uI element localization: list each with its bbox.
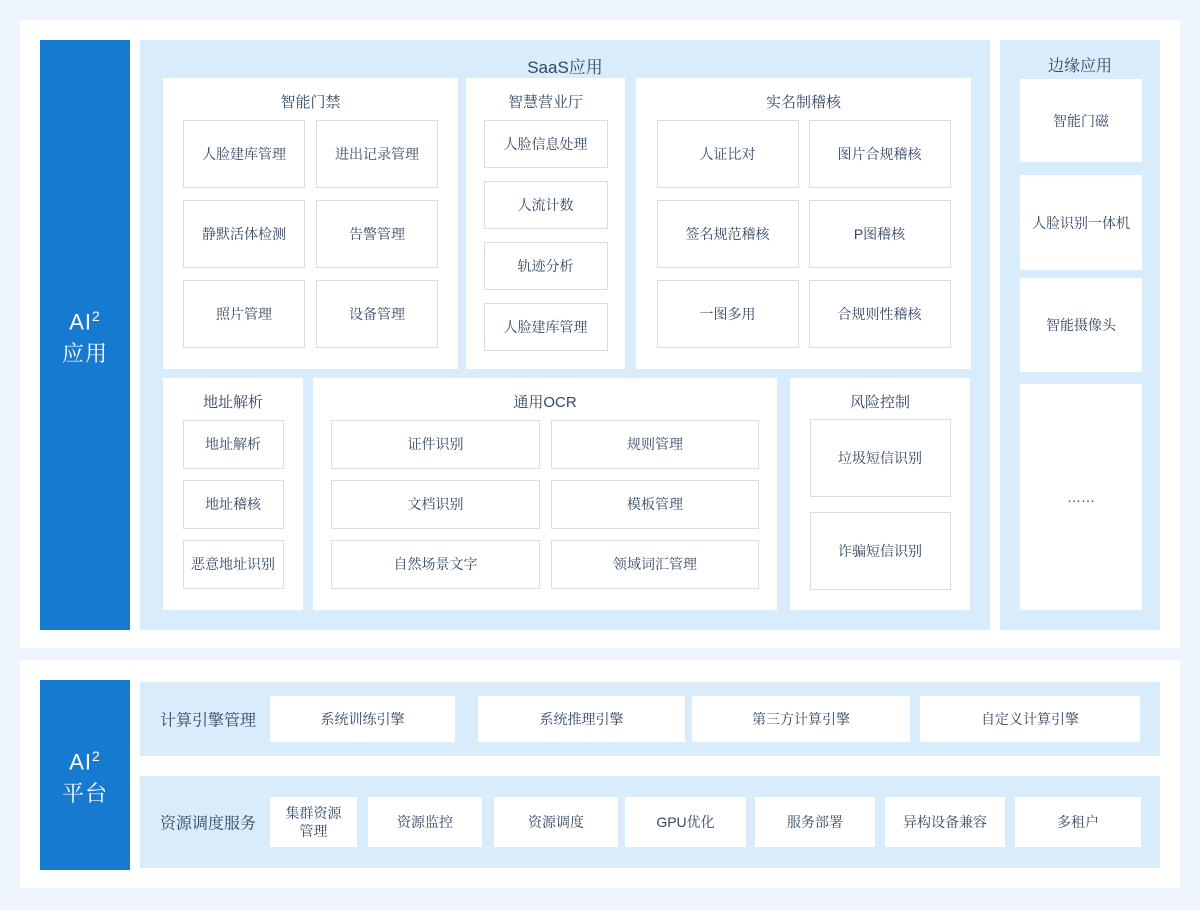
- edge-device-box-ellipsis: ……: [1020, 384, 1142, 610]
- feature-box: 模板管理: [551, 480, 759, 529]
- service-box: 集群资源管理: [270, 797, 357, 847]
- band-label: 资源调度服务: [160, 815, 257, 833]
- service-box: 资源调度: [494, 797, 618, 847]
- feature-box: 规则管理: [551, 420, 759, 469]
- ai2-superscript: 2: [91, 308, 101, 325]
- section-grid: [636, 120, 971, 348]
- feature-box: 签名规范稽核: [657, 200, 799, 268]
- feature-box: 证件识别: [331, 420, 540, 469]
- feature-box: 领域词汇管理: [551, 540, 759, 589]
- feature-box: 轨迹分析: [484, 242, 608, 290]
- section-grid: [466, 120, 625, 351]
- platform-text: 平台: [61, 780, 108, 806]
- edge-applications-title: 边缘应用: [1047, 58, 1112, 75]
- ai2-application-sidebar: [40, 40, 130, 630]
- feature-box: 人流计数: [484, 181, 608, 229]
- section-grid: [163, 120, 458, 348]
- section-smart-business-hall: [466, 78, 625, 369]
- section-general-ocr: [313, 378, 777, 610]
- compute-engine-management-band: [140, 682, 1160, 756]
- section-title: 智慧营业厅: [507, 94, 583, 111]
- feature-box: 垃圾短信识别: [810, 419, 951, 497]
- feature-box: 恶意地址识别: [183, 540, 284, 589]
- ai2-superscript: 2: [91, 748, 101, 765]
- feature-box: 图片合规稽核: [809, 120, 951, 188]
- feature-box: 人证比对: [657, 120, 799, 188]
- service-box: 资源监控: [368, 797, 482, 847]
- section-title: 通用OCR: [513, 394, 577, 411]
- feature-box: 地址解析: [183, 420, 284, 469]
- section-title: 地址解析: [202, 394, 263, 411]
- feature-box: 诈骗短信识别: [810, 512, 951, 590]
- service-box: 多租户: [1015, 797, 1141, 847]
- engine-box: 第三方计算引擎: [692, 696, 910, 742]
- application-layer-panel: [20, 20, 1180, 648]
- feature-box: P图稽核: [809, 200, 951, 268]
- platform-layer-panel: [20, 660, 1180, 888]
- feature-box: 文档识别: [331, 480, 540, 529]
- section-grid: [313, 420, 777, 589]
- section-grid: [790, 419, 970, 590]
- section-title: 风险控制: [849, 394, 910, 411]
- feature-box: 合规则性稽核: [809, 280, 951, 348]
- edge-applications-container: [1000, 40, 1160, 630]
- feature-box: 设备管理: [316, 280, 438, 348]
- edge-device-box: 智能摄像头: [1020, 278, 1142, 372]
- section-smart-access-control: [163, 78, 458, 369]
- ai2-platform-label: [62, 741, 108, 808]
- section-real-name-audit: [636, 78, 971, 369]
- feature-box: 人脸建库管理: [484, 303, 608, 351]
- feature-box: 自然场景文字: [331, 540, 540, 589]
- feature-box: 照片管理: [183, 280, 305, 348]
- section-title: 实名制稽核: [765, 94, 841, 111]
- section-risk-control: [790, 378, 970, 610]
- feature-box: 人脸信息处理: [484, 120, 608, 168]
- edge-device-box: 人脸识别一体机: [1020, 175, 1142, 270]
- ai2-platform-sidebar: [40, 680, 130, 870]
- section-title: 智能门禁: [280, 94, 341, 111]
- saas-applications-container: [140, 40, 990, 630]
- feature-box: 人脸建库管理: [183, 120, 305, 188]
- ai2-text: AI: [69, 309, 92, 335]
- edge-device-box: 智能门磁: [1020, 79, 1142, 162]
- feature-box: 告警管理: [316, 200, 438, 268]
- section-grid: [163, 420, 303, 589]
- engine-box: 自定义计算引擎: [920, 696, 1140, 742]
- resource-scheduling-service-band: [140, 776, 1160, 868]
- saas-applications-title: SaaS应用: [527, 58, 603, 77]
- application-text: 应用: [61, 340, 108, 366]
- ai2-application-label: [62, 301, 108, 368]
- feature-box: 一图多用: [657, 280, 799, 348]
- service-box: 异构设备兼容: [885, 797, 1005, 847]
- feature-box: 地址稽核: [183, 480, 284, 529]
- section-address-parsing: [163, 378, 303, 610]
- service-box: 服务部署: [755, 797, 875, 847]
- feature-box: 静默活体检测: [183, 200, 305, 268]
- engine-box: 系统推理引擎: [478, 696, 685, 742]
- band-label: 计算引擎管理: [160, 712, 257, 730]
- feature-box: 进出记录管理: [316, 120, 438, 188]
- ai2-text: AI: [69, 749, 92, 775]
- service-box: GPU优化: [625, 797, 746, 847]
- engine-box: 系统训练引擎: [270, 696, 455, 742]
